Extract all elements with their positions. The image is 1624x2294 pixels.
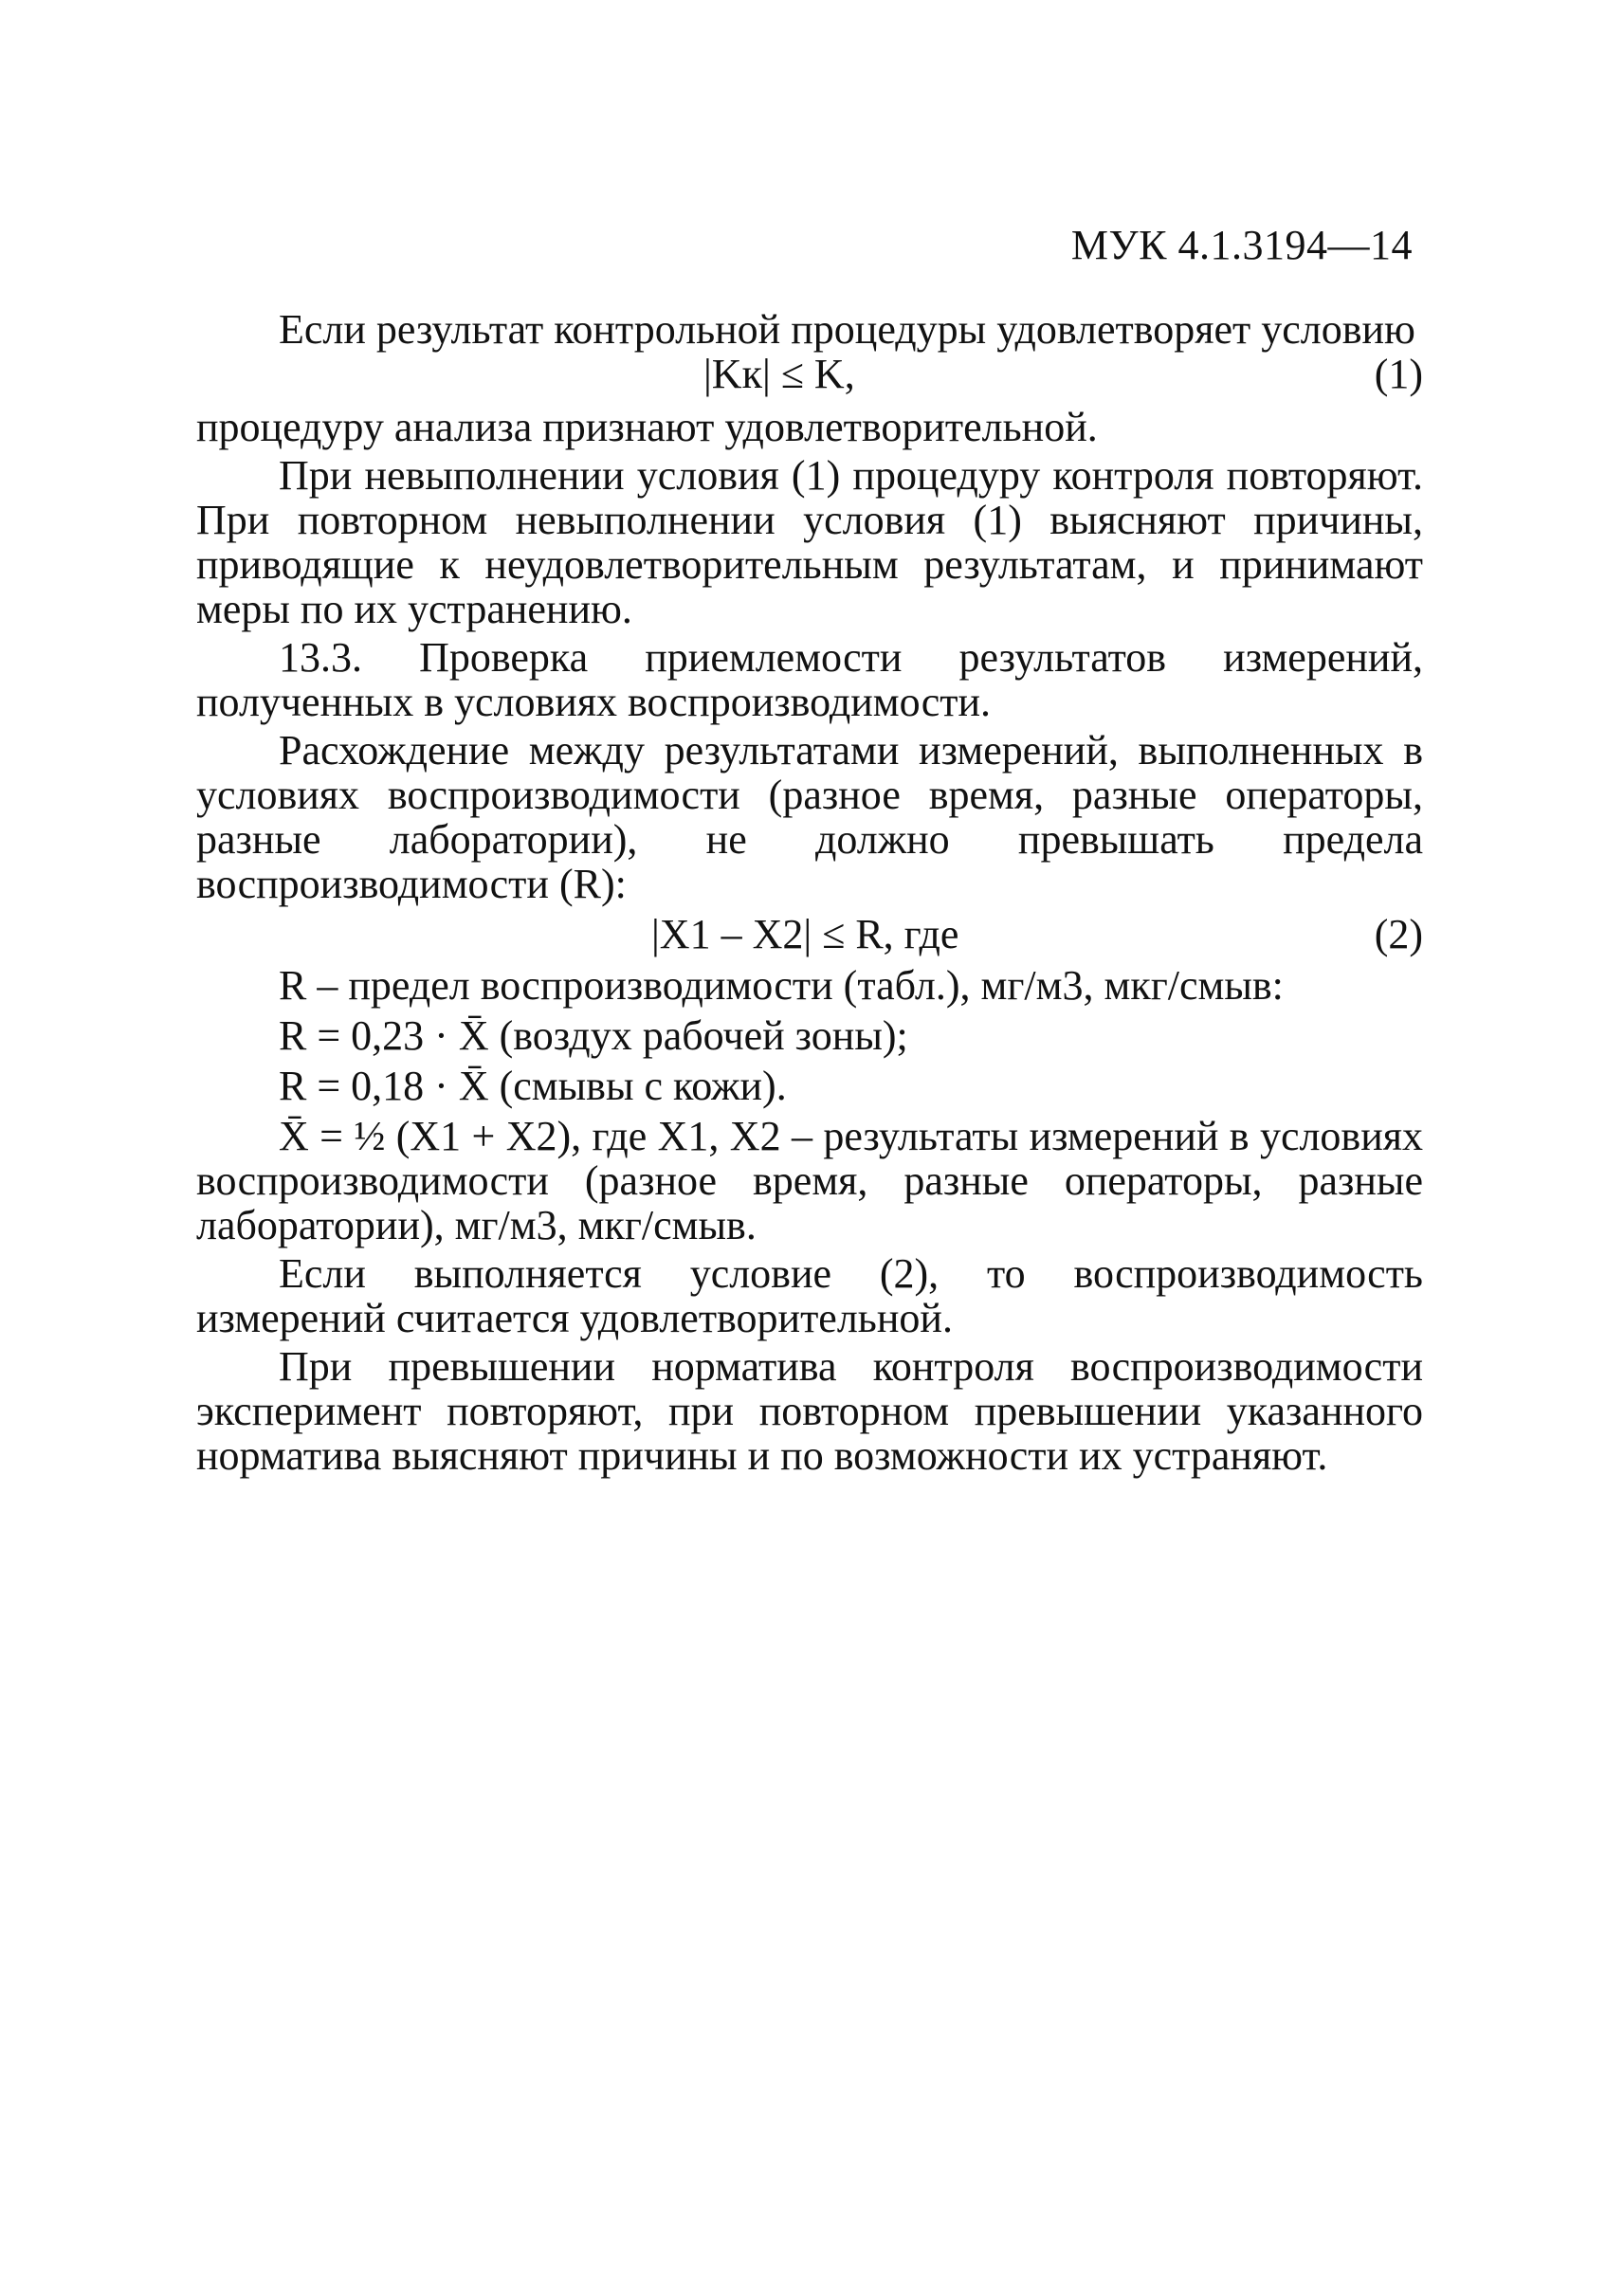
definition-r: R – предел воспроизводимости (табл.), мг/м3, мкг/смыв: (279, 962, 1284, 1009)
equation-number-1: (1) (1374, 351, 1423, 397)
document-code-header: МУК 4.1.3194—14 (1070, 222, 1413, 268)
document-body (196, 307, 1423, 1478)
section-heading-13-3: 13.3. Проверка приемлемости результатов измерений, полученных в условиях воспроизводимости. (196, 634, 1423, 725)
paragraph-reproducibility-limit: Расхождение между результатами измерений, выполненных в условиях воспроизводимости (разное время, разные операторы, разные лаборатории), не должно превышать предела воспроизводимости (R): (196, 727, 1423, 907)
paragraph-repeat-control: При невыполнении условия (1) процедуру контроля повторяют. При повторном невыполнении условия (1) выясняют причины, приводящие к неудовлетворительным результатам, и принимают меры по их устранению. (196, 452, 1423, 632)
formula-1: |Kк| ≤ K, (703, 351, 855, 397)
paragraph-procedure-accepted: процедуру анализа признают удовлетворительной. (196, 404, 1098, 450)
paragraph-norm-exceeded: При превышении норматива контроля воспроизводимости эксперимент повторяют, при повторном превышении указанного норматива выясняют причины и по возможности их устраняют. (196, 1343, 1423, 1479)
paragraph-mean-definition: X̄ = ½ (X1 + X2), где X1, X2 – результаты измерений в условиях воспроизводимости (разное время, разные операторы, разные лаборатории), мг/м3, мкг/смыв. (196, 1113, 1423, 1248)
definition-r-air: R = 0,23 · X̄ (воздух рабочей зоны); (279, 1012, 908, 1059)
definition-r-skin: R = 0,18 · X̄ (смывы с кожи). (279, 1063, 787, 1109)
formula-line-2 (196, 906, 1423, 963)
formula-2: |X1 – X2| ≤ R, где (651, 911, 959, 957)
paragraph-condition-satisfied: Если выполняется условие (2), то воспроизводимость измерений считается удовлетворительной. (196, 1250, 1423, 1341)
paragraph-condition-intro: Если результат контрольной процедуры удовлетворяет условию (279, 306, 1415, 353)
equation-number-2: (2) (1374, 911, 1423, 957)
formula-line-1 (196, 352, 1423, 405)
